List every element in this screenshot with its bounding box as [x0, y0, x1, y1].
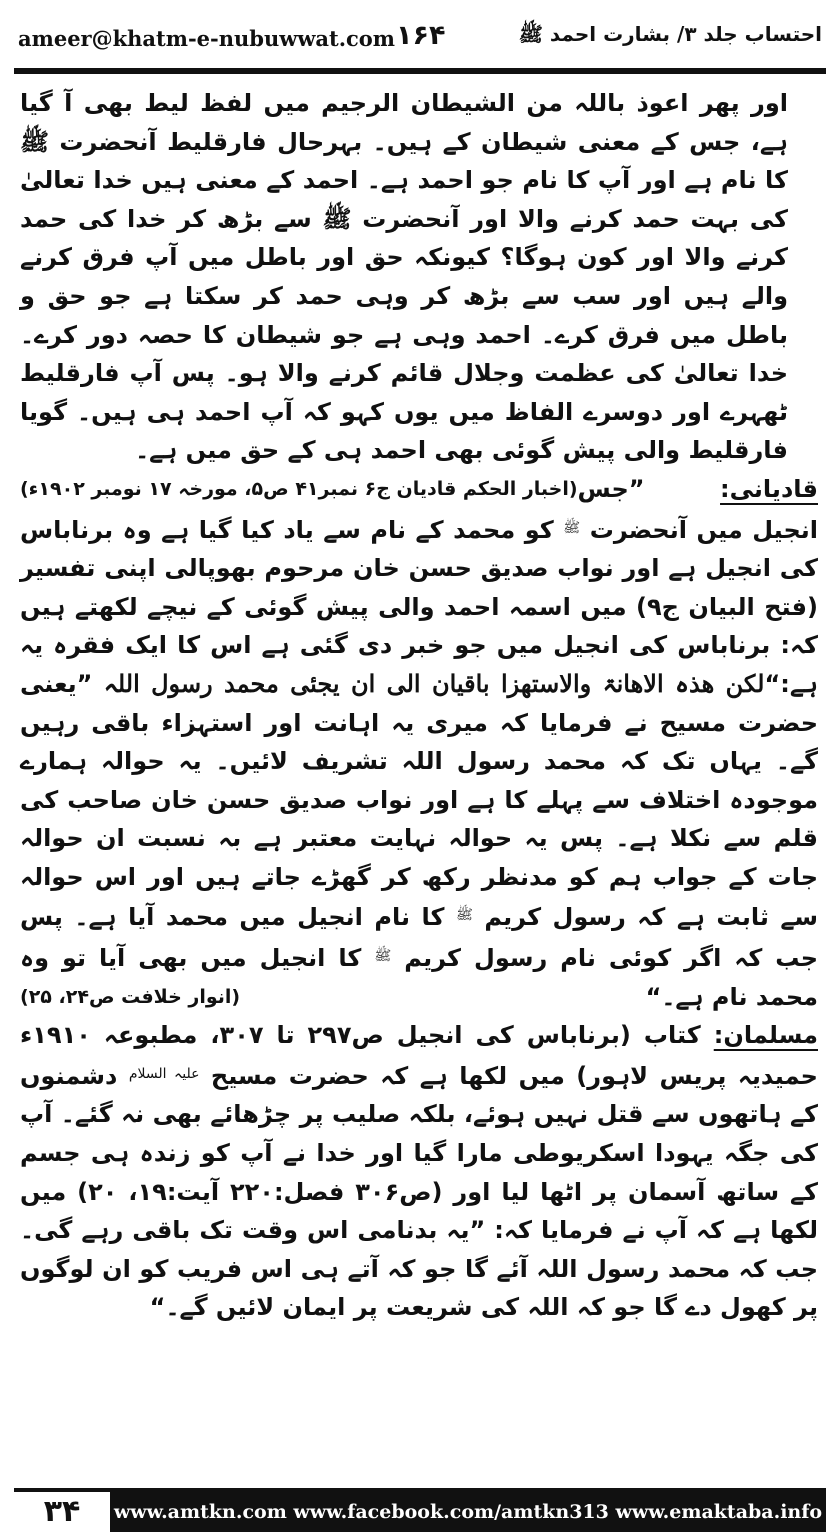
page-footer [14, 1488, 826, 1532]
paragraph-2-text-a: ”جس انجیل میں آنحضرت [577, 474, 818, 544]
paragraph-3-text-b: دشمنوں کے ہاتھوں سے قتل نہیں ہوئے، بلکہ صلیب پر چڑھائے بھی نہ گئے۔ آپ کی جگہ یہودا اسکریوطی مارا گیا اور خدا نے آپ کو زندہ ہی جسم کے ساتھ آسمان پر اٹھا لیا اور (ص۳۰۶ فصل:۲۲۰ آیت:۱۹، ۲۰) میں لکھا ہے کہ آپ نے فرمایا کہ: ”یہ بدنامی اس وقت تک باقی رہے گی۔ جب کہ محمد رسول اللہ آئے گا جو کہ آتے ہی اس فریب کو ان لوگوں پر کھول دے گا جو کہ اللہ کی شریعت پر ایمان لائیں گے۔“ [20, 1061, 819, 1322]
footer-website-links: www.amtkn.com www.facebook.com/amtkn313 www.emaktaba.info [110, 1492, 826, 1532]
header-rule [14, 68, 826, 74]
header-title: احتساب جلد ۳/ بشارت احمد ﷺ [518, 22, 822, 46]
speaker-muslim: مسلمان: [713, 1021, 818, 1050]
paragraph-2-text-b: کو محمد کے نام سے یاد کیا گیا ہے وہ برناباس کی انجیل ہے اور نواب صدیق حسن خان مرحوم بھوپالی اپنی تفسیر (فتح البیان ج۹) میں اسمہ احمد والی پیش گوئی کے نیچے لکھتے ہیں کہ: برناباس کی انجیل میں جو خبر دی گئی ہے اس کا ایک فقرہ یہ ہے:“ [20, 515, 818, 698]
header-page-number: ۱۶۴ [396, 20, 446, 51]
salawat-glyph: ﷺ [563, 519, 581, 536]
paragraph-2 [20, 470, 818, 1016]
page-header [14, 8, 826, 70]
paragraph-1-text: اور پھر اعوذ باللہ من الشیطان الرجیم میں لفظ لیط بھی آ گیا ہے، جس کے معنی شیطان کے ہیں۔ بہرحال فارقلیط آنحضرت ﷺ کا نام ہے اور آپ کا نام جو احمد ہے۔ احمد کے معنی ہیں خدا تعالیٰ کی بہت حمد کرنے والا اور آنحضرت ﷺ سے بڑھ کر خدا کی حمد کرنے والا اور کون ہوگا؟ کیونکہ حق اور باطل میں آپ فرق کرنے والے ہیں اور سب سے بڑھ کر وہی حمد کر سکتا ہے جو حق و باطل میں فرق کرے۔ احمد وہی ہے جو شیطان کا حصہ دور کرے۔ خدا تعالیٰ کی عظمت وجلال قائم کرنے والا ہو۔ پس آپ فارقلیط ٹھہرے اور دوسرے الفاظ میں یوں کہو کہ آپ احمد ہی ہیں۔ گویا فارقلیط والی پیش گوئی بھی احمد ہی کے حق میں ہے۔ [20, 89, 788, 465]
page-body [20, 84, 818, 1327]
citation-anwar-khilafat: (انوار خلافت ص۲۴، ۲۵) [20, 985, 241, 1008]
header-email: ameer@khatm-e-nubuwwat.com [18, 26, 396, 51]
salawat-glyph: ﷺ [374, 948, 392, 965]
paragraph-3 [20, 1016, 818, 1327]
arabic-quote: لکن ھذہ الاھانۃ والاستھزا باقیان الی ان یجئی محمد رسول اللہ [103, 668, 765, 698]
speaker-qadiani: قادیانی: [720, 474, 818, 503]
paragraph-3-text-a: کتاب (برناباس کی انجیل ص۲۹۷ تا ۳۰۷، مطبوعہ ۱۹۱۰ء حمیدیہ پریس لاہور) میں لکھا ہے کہ حضرت مسیح [20, 1021, 818, 1090]
alaihissalam-glyph: علیہ السلام [128, 1065, 200, 1082]
paragraph-2-text-c: ”یعنی حضرت مسیح نے فرمایا کہ میری یہ اہانت اور استہزاء باقی رہیں گے۔ یہاں تک کہ محمد رسول اللہ تشریف لائیں۔ یہ حوالہ ہمارے موجودہ اختلاف سے پہلے کا ہے اور نواب صدیق حسن خان صاحب کی قلم سے نکلا ہے۔ پس یہ حوالہ نہایت معتبر ہے بہ نسبت ان حوالہ جات کے جواب ہم کو مدنظر رکھ کر گھڑے جاتے ہیں اور اس حوالہ سے ثابت ہے کہ رسول کریم [20, 669, 819, 932]
footer-page-tab: ۳۴ [14, 1492, 110, 1532]
citation-al-hakam: (اخبار الحکم قادیان ج۶ نمبر۴۱ ص۵، مورخہ ۱۷ نومبر ۱۹۰۲ء) [20, 477, 578, 500]
salawat-glyph: ﷺ [455, 907, 473, 924]
paragraph-2-text-d: کا نام انجیل میں محمد آیا ہے۔ پس جب کہ اگر کوئی نام رسول کریم [20, 903, 819, 973]
paragraph-2-text-e: کا انجیل میں بھی آیا تو وہ محمد نام ہے۔“ [20, 944, 818, 1011]
